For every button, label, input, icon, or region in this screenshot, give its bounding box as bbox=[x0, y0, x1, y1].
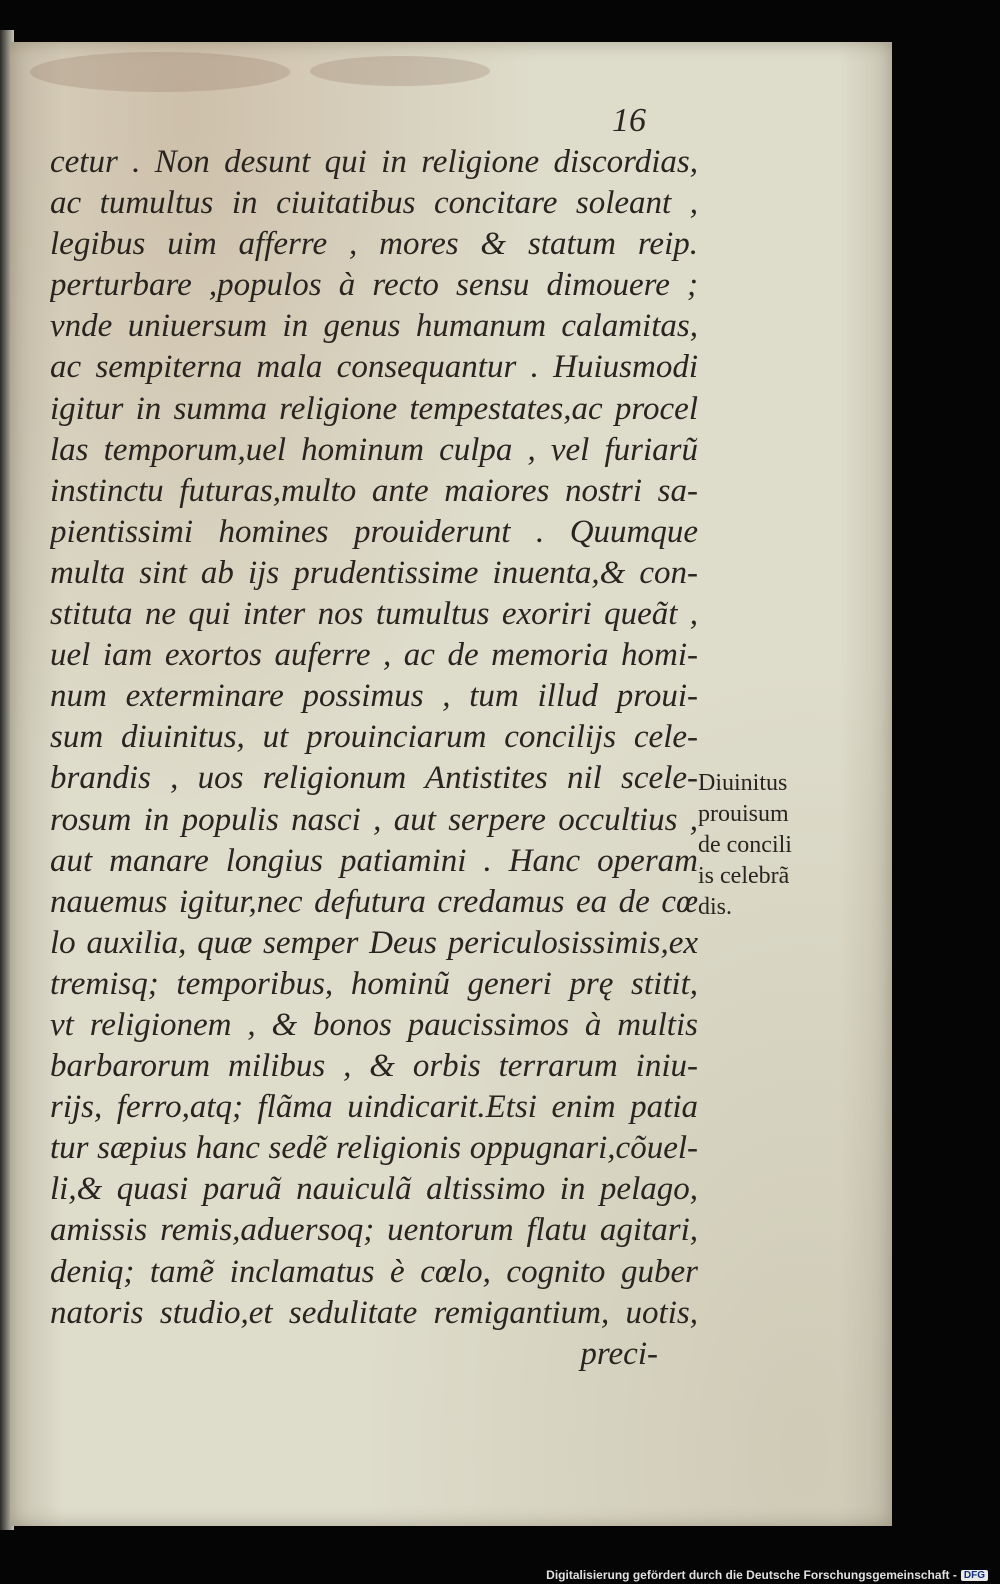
text-line: brandis , uos religionum Antistites nil scele- bbox=[50, 760, 698, 797]
text-line: tremisq; temporibus, hominũ generi prę stitit, bbox=[50, 965, 698, 1002]
credit-text: Digitalisierung gefördert durch die Deutsche Forschungsgemeinschaft - bbox=[546, 1568, 957, 1582]
text-line: instinctu futuras,multo ante maiores nostri sa- bbox=[50, 472, 698, 509]
margin-note-line: prouisum bbox=[698, 801, 789, 827]
text-line: aut manare longius patiamini . Hanc operam bbox=[50, 842, 698, 879]
text-line: num exterminare possimus , tum illud proui- bbox=[50, 678, 698, 715]
marginal-note bbox=[698, 768, 838, 923]
stain bbox=[310, 56, 490, 86]
text-line: deniq; tamẽ inclamatus è cœlo, cognito guber bbox=[50, 1253, 698, 1290]
text-line: ac tumultus in ciuitatibus concitare soleant , bbox=[50, 185, 698, 222]
text-line: las temporum,uel hominum culpa , vel furiarũ bbox=[50, 431, 698, 468]
text-line: igitur in summa religione tempestates,ac procel bbox=[50, 390, 698, 427]
text-line: multa sint ab ijs prudentissime inuenta,& con- bbox=[50, 554, 698, 591]
text-line: uel iam exortos auferre , ac de memoria homi- bbox=[50, 637, 698, 674]
text-line: legibus uim afferre , mores & statum reip. bbox=[50, 226, 698, 263]
body-text bbox=[50, 142, 698, 1375]
text-line: stituta ne qui inter nos tumultus exoriri queãt , bbox=[50, 596, 698, 633]
digitization-credit bbox=[546, 1568, 988, 1582]
text-line: amissis remis,aduersoq; uentorum flatu agitari, bbox=[50, 1212, 698, 1249]
text-line: tur sæpius hanc sedẽ religionis oppugnari,cõuel- bbox=[50, 1130, 698, 1167]
text-line: vt religionem , & bonos paucissimos à multis bbox=[50, 1006, 698, 1043]
text-line: vnde uniuersum in genus humanum calamitas, bbox=[50, 308, 698, 345]
text-line: natoris studio,et sedulitate remigantium, uotis, bbox=[50, 1294, 698, 1331]
margin-note-line: is celebrã bbox=[698, 863, 790, 889]
text-line: perturbare ,populos à recto sensu dimouere ; bbox=[50, 267, 698, 304]
text-line: nauemus igitur,nec defutura credamus ea de cœ bbox=[50, 883, 698, 920]
text-line: cetur . Non desunt qui in religione discordias, bbox=[50, 144, 698, 180]
text-line: li,& quasi paruã nauiculã altissimo in pelago, bbox=[50, 1171, 698, 1208]
page-number: 16 bbox=[612, 102, 646, 139]
text-line: rosum in populis nasci , aut serpere occultius , bbox=[50, 801, 698, 838]
text-line: sum diuinitus, ut prouinciarum concilijs cele- bbox=[50, 719, 698, 756]
text-line: lo auxilia, quæ semper Deus periculosissimis,ex bbox=[50, 924, 698, 961]
dfg-logo: DFG bbox=[961, 1570, 988, 1581]
margin-note-line: de concili bbox=[698, 832, 792, 858]
text-line: ac sempiterna mala consequantur . Huiusmodi bbox=[50, 349, 698, 386]
catchword: preci- bbox=[580, 1335, 658, 1372]
stain bbox=[30, 52, 290, 92]
margin-note-line: Diuinitus bbox=[698, 770, 788, 796]
text-line: pientissimi homines prouiderunt . Quumque bbox=[50, 513, 698, 550]
margin-note-line: dis. bbox=[698, 894, 733, 920]
text-line: barbarorum milibus , & orbis terrarum iniu- bbox=[50, 1048, 698, 1085]
text-line: rijs, ferro,atq; flãma uindicarit.Etsi enim patia bbox=[50, 1089, 698, 1126]
